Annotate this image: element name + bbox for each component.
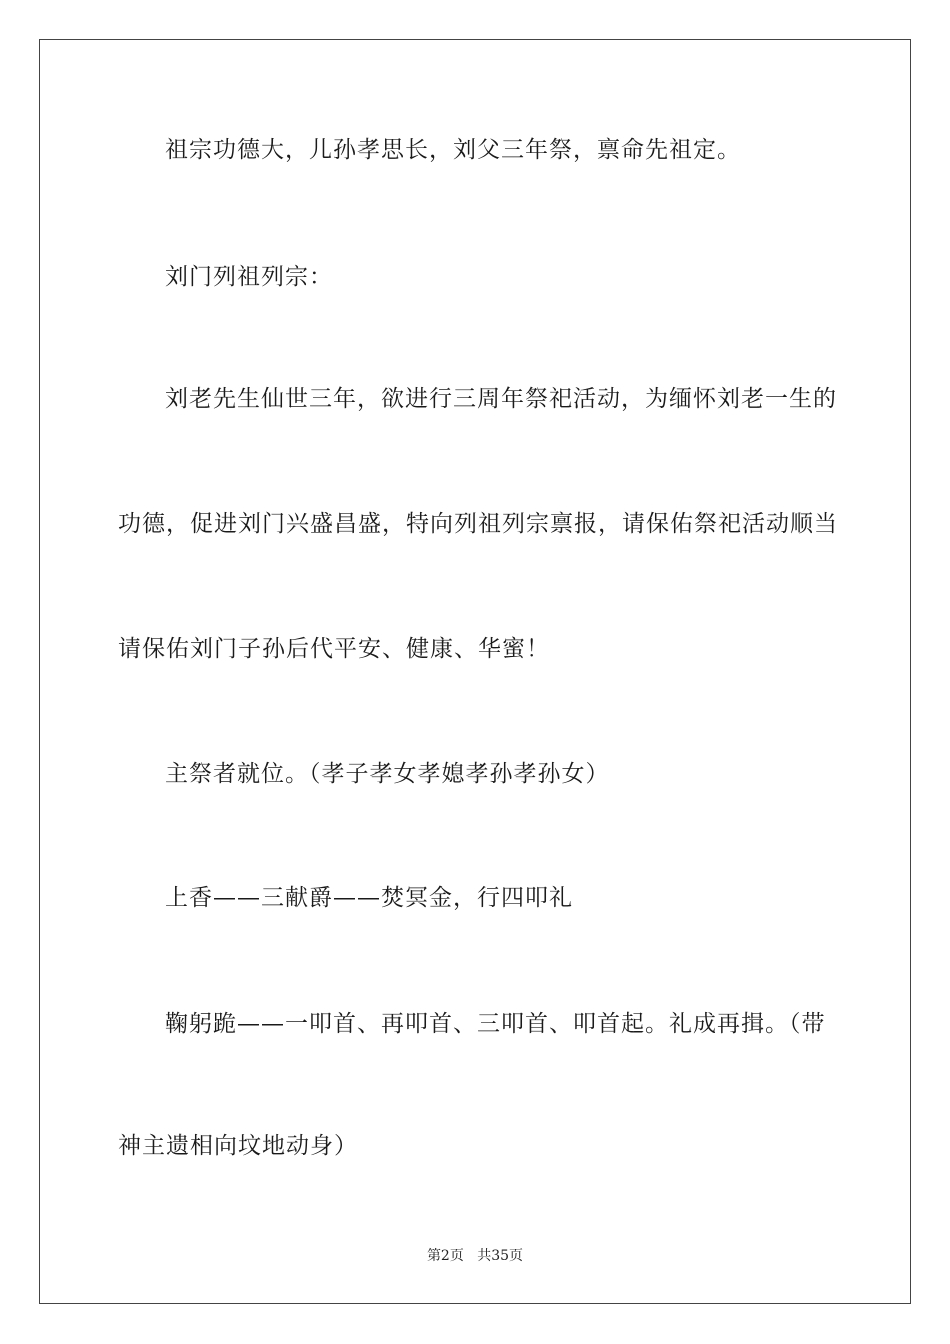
paragraph-line-6: 主祭者就位。（孝子孝女孝媳孝孙孝孙女） xyxy=(165,761,610,787)
paragraph-line-2: 刘门列祖列宗： xyxy=(165,264,333,290)
paragraph-line-8: 鞠躬跪——一叩首、再叩首、三叩首、叩首起。礼成再揖。（带 xyxy=(165,1011,826,1037)
page-number: 第2页 xyxy=(426,1248,464,1264)
page-footer xyxy=(0,1247,950,1265)
paragraph-line-9: 神主遗相向坟地动身） xyxy=(118,1133,358,1159)
paragraph-line-1: 祖宗功德大，儿孙孝思长，刘父三年祭，禀命先祖定。 xyxy=(165,137,741,163)
paragraph-line-5: 请保佑刘门子孙后代平安、健康、华蜜！ xyxy=(118,636,550,662)
page-border xyxy=(39,39,911,1304)
paragraph-line-7: 上香——三献爵——焚冥金，行四叩礼 xyxy=(165,885,573,911)
page-total: 共35页 xyxy=(477,1248,524,1264)
paragraph-line-4: 功德，促进刘门兴盛昌盛，特向列祖列宗禀报，请保佑祭祀活动顺当 xyxy=(118,511,838,537)
paragraph-line-3: 刘老先生仙世三年，欲进行三周年祭祀活动，为缅怀刘老一生的 xyxy=(165,386,837,412)
